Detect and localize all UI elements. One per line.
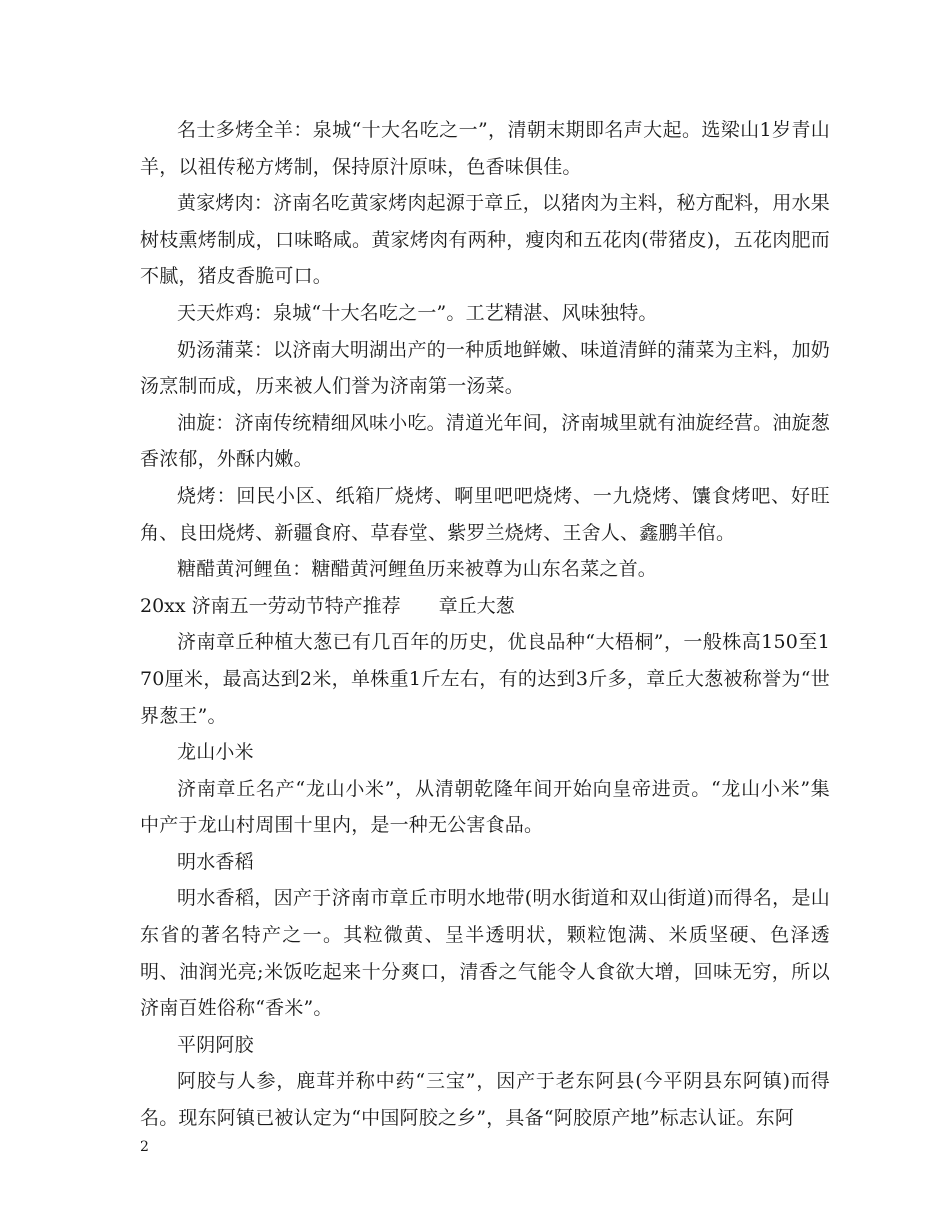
- paragraph-zhangqiu-scallion: 济南章丘种植大葱已有几百年的历史，优良品种“大梧桐”，一般株高150至170厘米，最高达到2米，单株重1斤左右，有的达到3斤多，章丘大葱被称誉为“世界葱王”。: [140, 631, 830, 727]
- paragraph-huang-family-bbq: 黄家烤肉：济南名吃黄家烤肉起源于章丘，以猪肉为主料，秘方配料，用水果树枝熏烤制成，口味略咸。黄家烤肉有两种，瘦肉和五花肉(带猪皮)，五花肉肥而不腻，猪皮香脆可口。: [140, 192, 830, 288]
- subheading-longshan-millet: 龙山小米: [177, 741, 254, 764]
- paragraph-sweet-sour-carp: 糖醋黄河鲤鱼：糖醋黄河鲤鱼历来被尊为山东名菜之首。: [177, 558, 658, 581]
- section-title: 20xx 济南五一劳动节特产推荐: [140, 594, 401, 617]
- paragraph-pingyin-ejiao: 阿胶与人参，鹿茸并称中药“三宝”，因产于老东阿县(今平阴县东阿镇)而得名。现东阿镇已被认定为“中国阿胶之乡”，具备“阿胶原产地”标志认证。东阿: [140, 1070, 830, 1130]
- subheading-mingshui-rice: 明水香稻: [177, 850, 254, 873]
- document-body: [140, 112, 830, 1137]
- section-heading: [140, 588, 830, 625]
- paragraph-roast-lamb: 名士多烤全羊：泉城“十大名吃之一”，清朝末期即名声大起。选梁山1岁青山羊，以祖传秘方烤制，保持原汁原味，色香味俱佳。: [140, 119, 830, 178]
- paragraph-milk-soup-cattail: 奶汤蒲菜：以济南大明湖出产的一种质地鲜嫩、味道清鲜的蒲菜为主料，加奶汤烹制而成，历来被人们誉为济南第一汤菜。: [140, 338, 830, 398]
- paragraph-longshan-millet: 济南章丘名产“龙山小米”，从清朝乾隆年间开始向皇帝进贡。“龙山小米”集中产于龙山村周围十里内，是一种无公害食品。: [140, 777, 830, 837]
- section-subtitle: 章丘大葱: [438, 594, 515, 617]
- paragraph-barbecue: 烧烤：回民小区、纸箱厂烧烤、啊里吧吧烧烤、一九烧烤、馕食烤吧、好旺角、良田烧烤、新疆食府、草春堂、紫罗兰烧烤、王舍人、鑫鹏羊倌。: [140, 484, 830, 544]
- paragraph-tiantian-fried-chicken: 天天炸鸡：泉城“十大名吃之一”。工艺精湛、风味独特。: [177, 301, 658, 324]
- paragraph-youxuan: 油旋：济南传统精细风味小吃。清道光年间，济南城里就有油旋经营。油旋葱香浓郁，外酥内嫩。: [140, 411, 830, 471]
- paragraph-mingshui-rice: 明水香稻，因产于济南市章丘市明水地带(明水街道和双山街道)而得名，是山东省的著名特产之一。其粒微黄、呈半透明状，颗粒饱满、米质坚硬、色泽透明、油润光亮;米饭吃起来十分爽口，清香之气能令人食欲大增，回味无穷，所以济南百姓俗称“香米”。: [140, 887, 830, 1020]
- subheading-pingyin-ejiao: 平阴阿胶: [177, 1033, 254, 1056]
- page-number: 2: [140, 1139, 149, 1155]
